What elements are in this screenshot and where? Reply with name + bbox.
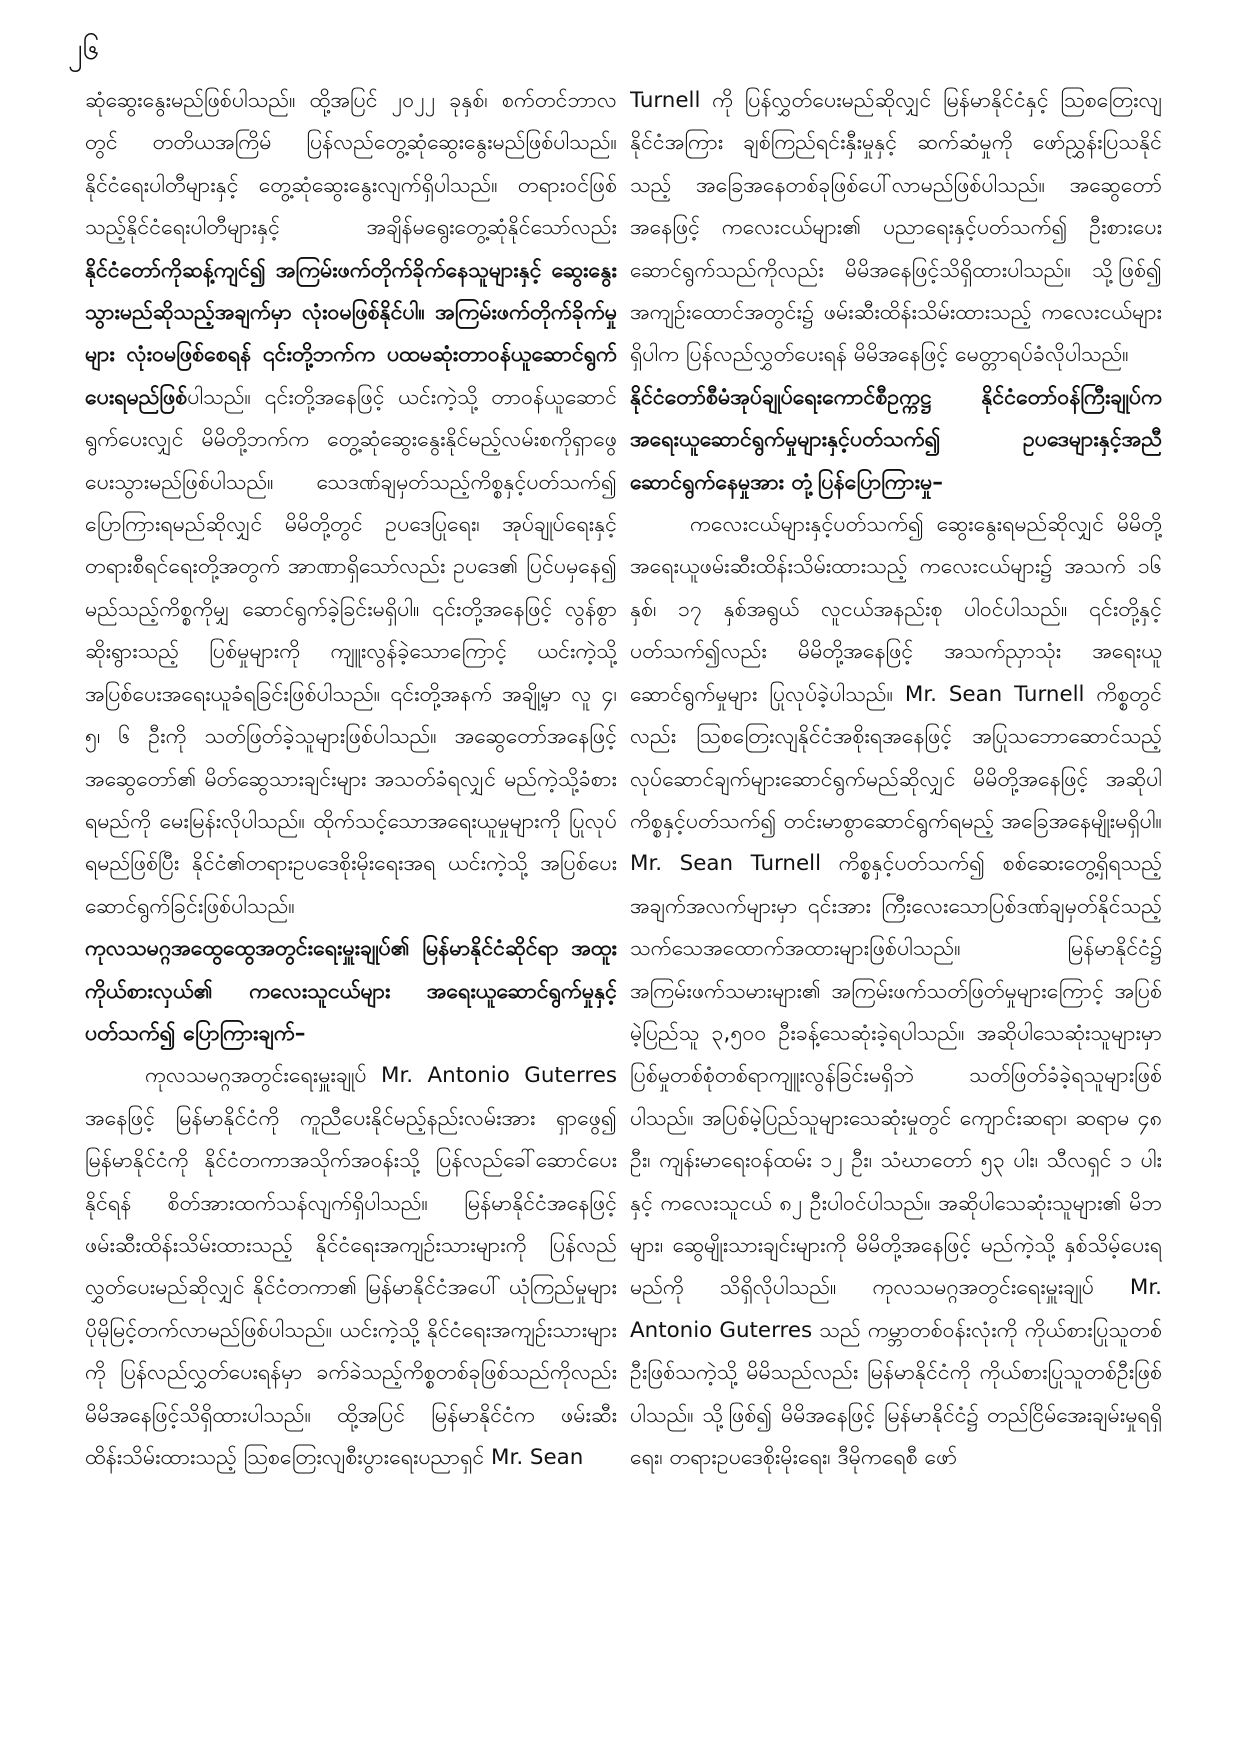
section-heading: နိုင်ငံတော်စီမံအုပ်ချုပ်ရေးကောင်စီဥက္ကဋ္ဌ နိုင်ငံတော်ဝန်ကြီးချုပ်က အရေးယူဆောင်ရွက်မှုများနှင့်ပတ်သက်၍ ဥပဒေများနှင့်အညီ ဆောင်ရွက်နေမှုအား တုံ့ပြန်ပြောကြားမှု–: [630, 384, 1162, 495]
section-heading: ကုလသမဂ္ဂအထွေထွေအတွင်းရေးမှူးချုပ်၏ မြန်မာနိုင်ငံဆိုင်ရာ အထူးကိုယ်စားလှယ်၏ ကလေးသူငယ်များ အရေးယူဆောင်ရွက်မှုနှင့်ပတ်သက်၍ ပြောကြားချက်–: [85, 936, 617, 1046]
paragraph: ကလေးငယ်များနှင့်ပတ်သက်၍ ဆွေးနွေးရမည်ဆိုလျှင် မိမိတို့အရေးယူဖမ်းဆီးထိန်းသိမ်းထားသည့် ကလေးငယ်များ၌ အသက် ၁၆ နှစ်၊ ၁၇ နှစ်အရွယ် လူငယ်အနည်းစု ပါဝင်ပါသည်။ ၎င်းတို့နှင့်ပတ်သက်၍လည်း မိမိတို့အနေဖြင့် အသက်ညှာသုံး အရေးယူဆောင်ရွက်မှုများ ပြုလုပ်ခဲ့ပါသည်။ Mr. Sean Turnell ကိစ္စတွင်လည်း ဩစတြေးလျနိုင်ငံအစိုးရအနေဖြင့် အပြုသဘောဆောင်သည့် လုပ်ဆောင်ချက်များဆောင်ရွက်မည်ဆိုလျှင် မိမိတို့အနေဖြင့် အဆိုပါကိစ္စနှင့်ပတ်သက်၍ တင်းမာစွာဆောင်ရွက်ရမည့် အခြေအနေမျိုးမရှိပါ။ Mr. Sean Turnell ကိစ္စနှင့်ပတ်သက်၍ စစ်ဆေးတွေ့ရှိရသည့် အချက်အလက်များမှာ ၎င်းအား ကြီးလေးသောပြစ်ဒဏ်ချမှတ်နိုင်သည့် သက်သေအထောက်အထားများဖြစ်ပါသည်။ မြန်မာနိုင်ငံ၌ အကြမ်းဖက်သမားများ၏ အကြမ်းဖက်သတ်ဖြတ်မှုများကြောင့် အပြစ်မဲ့ပြည်သူ ၃,၅၀၀ ဦးခန့်သေဆုံးခဲ့ရပါသည်။ အဆိုပါသေဆုံးသူများမှာ ပြစ်မှုတစ်စုံတစ်ရာကျူးလွန်ခြင်းမရှိဘဲ သတ်ဖြတ်ခံခဲ့ရသူများဖြစ်ပါသည်။ အပြစ်မဲ့ပြည်သူများသေဆုံးမှုတွင် ကျောင်းဆရာ၊ ဆရာမ ၄၈ ဦး၊ ကျန်းမာရေးဝန်ထမ်း ၁၂ ဦး၊ သံဃာတော် ၅၃ ပါး၊ သီလရှင် ၁ ပါးနှင့် ကလေးသူငယ် ၈၂ ဦးပါဝင်ပါသည်။ အဆိုပါသေဆုံးသူများ၏ မိဘများ၊ ဆွေမျိုးသားချင်းများကို မိမိတို့အနေဖြင့် မည်ကဲ့သို့ နှစ်သိမ့်ပေးရမည်ကို သိရှိလိုပါသည်။ ကုလသမဂ္ဂအတွင်းရေးမှူးချုပ် Mr. Antonio Guterres သည် ကမ္ဘာတစ်ဝန်းလုံးကို ကိုယ်စားပြုသူတစ်ဦးဖြစ်သကဲ့သို့ မိမိသည်လည်း မြန်မာနိုင်ငံကို ကိုယ်စားပြုသူတစ်ဦးဖြစ်ပါသည်။ သို့ဖြစ်၍ မိမိအနေဖြင့် မြန်မာနိုင်ငံ၌ တည်ငြိမ်အေးချမ်းမှုရရှိရေး၊ တရားဥပဒေစိုးမိုးရေး၊ ဒီမိုကရေစီ ဖော်: [630, 512, 1162, 1470]
paragraph-text: ပါသည်။ ၎င်းတို့အနေဖြင့် ယင်းကဲ့သို့ တာဝန်ယူဆောင်ရွက်ပေးလျှင် မိမိတို့ဘက်က တွေ့ဆုံဆွေးနွေးနိုင်မည့်လမ်းစကိုရှာဖွေပေးသွားမည်ဖြစ်ပါသည်။ သေဒဏ်ချမှတ်သည့်ကိစ္စနှင့်ပတ်သက်၍ ပြောကြားရမည်ဆိုလျှင် မိမိတို့တွင် ဥပဒေပြုရေး၊ အုပ်ချုပ်ရေးနှင့် တရားစီရင်ရေးတို့အတွက် အာဏာရှိသော်လည်း ဥပဒေ၏ ပြင်ပမှနေ၍ မည်သည့်ကိစ္စကိုမျှ ဆောင်ရွက်ခဲ့ခြင်းမရှိပါ။ ၎င်းတို့အနေဖြင့် လွန်စွာဆိုးရွားသည့် ပြစ်မှုများကို ကျူးလွန်ခဲ့သောကြောင့် ယင်းကဲ့သို့ အပြစ်ပေးအရေးယူခံရခြင်းဖြစ်ပါသည်။ ၎င်းတို့အနက် အချို့မှာ လူ ၄၊ ၅၊ ၆ ဦးကို သတ်ဖြတ်ခဲ့သူများဖြစ်ပါသည်။ အဆွေတော်အနေဖြင့် အဆွေတော်၏ မိတ်ဆွေသားချင်းများ အသတ်ခံရလျှင် မည်ကဲ့သို့ခံစားရမည်ကို မေးမြန်းလိုပါသည်။ ထိုက်သင့်သောအရေးယူမှုများကို ပြုလုပ်ရမည်ဖြစ်ပြီး နိုင်ငံ၏တရားဥပဒေစိုးမိုးရေးအရ ယင်းကဲ့သို့ အပြစ်ပေးဆောင်ရွက်ခြင်းဖြစ်ပါသည်။: [85, 384, 617, 919]
right-column: [630, 80, 1162, 1680]
paragraph: ကုလသမဂ္ဂအတွင်းရေးမှူးချုပ် Mr. Antonio Guterres အနေဖြင့် မြန်မာနိုင်ငံကို ကူညီပေးနိုင်မည့်နည်းလမ်းအား ရှာဖွေ၍ မြန်မာနိုင်ငံကို နိုင်ငံတကာအသိုက်အဝန်းသို့ ပြန်လည်ခေါ်ဆောင်ပေးနိုင်ရန် စိတ်အားထက်သန်လျက်ရှိပါသည်။ မြန်မာနိုင်ငံအနေဖြင့် ဖမ်းဆီးထိန်းသိမ်းထားသည့် နိုင်ငံရေးအကျဉ်းသားများကို ပြန်လည်လွှတ်ပေးမည်ဆိုလျှင် နိုင်ငံတကာ၏ မြန်မာနိုင်ငံအပေါ် ယုံကြည်မှုများ ပိုမိုမြင့်တက်လာမည်ဖြစ်ပါသည်။ ယင်းကဲ့သို့ နိုင်ငံရေးအကျဉ်းသားများကို ပြန်လည်လွှတ်ပေးရန်မှာ ခက်ခဲသည့်ကိစ္စတစ်ခုဖြစ်သည်ကိုလည်း မိမိအနေဖြင့်သိရှိထားပါသည်။ ထို့အပြင် မြန်မာနိုင်ငံက ဖမ်းဆီးထိန်းသိမ်းထားသည့် ဩစတြေးလျစီးပွားရေးပညာရှင် Mr. Sean: [85, 1063, 617, 1470]
paragraph: Turnell ကို ပြန်လွှတ်ပေးမည်ဆိုလျှင် မြန်မာနိုင်ငံနှင့် ဩစတြေးလျနိုင်ငံအကြား ချစ်ကြည်ရင်းနှီးမှုနှင့် ဆက်ဆံမှုကို ဖော်ညွှန်းပြသနိုင်သည့် အခြေအနေတစ်ခုဖြစ်ပေါ်လာမည်ဖြစ်ပါသည်။ အဆွေတော်အနေဖြင့် ကလေးငယ်များ၏ ပညာရေးနှင့်ပတ်သက်၍ ဦးစားပေးဆောင်ရွက်သည်ကိုလည်း မိမိအနေဖြင့်သိရှိထားပါသည်။ သို့ဖြစ်၍ အကျဉ်းထောင်အတွင်း၌ ဖမ်းဆီးထိန်းသိမ်းထားသည့် ကလေးငယ်များရှိပါက ပြန်လည်လွှတ်ပေးရန် မိမိအနေဖြင့် မေတ္တာရပ်ခံလိုပါသည်။: [630, 88, 1162, 368]
page-number: ၂၆: [68, 32, 100, 67]
left-column: [85, 80, 617, 1680]
bold-statement: နိုင်ငံတော်ကိုဆန့်ကျင်၍ အကြမ်းဖက်တိုက်ခိုက်နေသူများနှင့် ဆွေးနွေးသွားမည်ဆိုသည့်အချက်မှာ လုံးဝမဖြစ်နိုင်ပါ။ အကြမ်းဖက်တိုက်ခိုက်မှုများ လုံးဝမဖြစ်စေရန် ၎င်းတို့ဘက်က ပထမဆုံးတာဝန်ယူဆောင်ရွက်ပေးရမည်ဖြစ်: [85, 257, 617, 410]
paragraph-text: ဆုံဆွေးနွေးမည်ဖြစ်ပါသည်။ ထို့အပြင် ၂၀၂၂ ခုနှစ်၊ စက်တင်ဘာလတွင် တတိယအကြိမ် ပြန်လည်တွေ့ဆုံဆွေးနွေးမည်ဖြစ်ပါသည်။ နိုင်ငံရေးပါတီများနှင့် တွေ့ဆုံဆွေးနွေးလျက်ရှိပါသည်။ တရားဝင်ဖြစ်သည့်နိုင်ငံရေးပါတီများနှင့် အချိန်မရွေးတွေ့ဆုံနိုင်သော်လည်း: [85, 88, 617, 241]
paragraph: [85, 80, 617, 928]
